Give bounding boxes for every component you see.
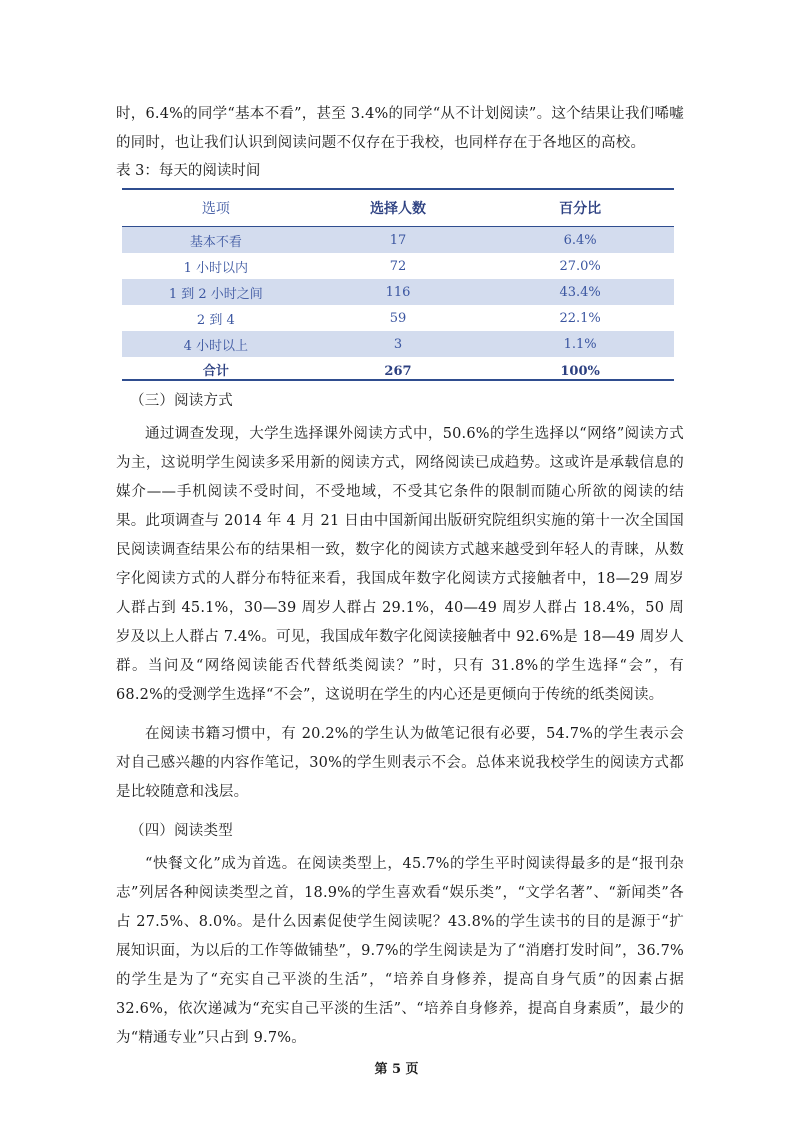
table-row (122, 279, 674, 305)
table-row (122, 305, 674, 331)
cell-percent: 27.0% (559, 258, 601, 274)
header-percent: 百分比 (486, 189, 674, 227)
total-percent: 100% (486, 357, 674, 380)
section-heading-reading-mode: （三）阅读方式 (130, 393, 233, 409)
page-content (116, 100, 684, 1053)
cell-option: 4 小时以上 (122, 331, 310, 357)
cell-percent: 1.1% (486, 331, 674, 357)
table-row (122, 253, 674, 279)
section-heading-reading-type: （四）阅读类型 (130, 823, 233, 839)
header-option: 选项 (122, 189, 310, 227)
cell-count: 3 (310, 331, 487, 357)
header-count: 选择人数 (310, 189, 487, 227)
paragraph: 通过调查发现，大学生选择课外阅读方式中，50.6%的学生选择以“网络”阅读方式为主，这说明学生阅读多采用新的阅读方式，网络阅读已成趋势。这或许是承载信息的媒介——手机阅读不受时间，不受地域，不受其它条件的限制而随心所欲的阅读的结果。此项调查与 2014 年 4 月 21 日由中国新闻出版研究院组织实施的第十一次全国国民阅读调查结果公布的结果相一致，数字化的阅读方式越来越受到年轻人的青睐，从数字化阅读方式的人群分布特征来看，我国成年数字化阅读方式接触者中，18—29 周岁人群占到 45.1%，30—39 周岁人群占 29.1%，40—49 周岁人群占 18.4%，50 周岁及以上人群占 7.4%。可见，我国成年数字化阅读接触者中 92.6%是 18—49 周岁人群。当问及“网络阅读能否代替纸类阅读？”时，只有 31.8%的学生选择“会”，有 68.2%的受测学生选择“不会”，这说明在学生的内心还是更倾向于传统的纸类阅读。 (116, 426, 684, 703)
table-row (122, 227, 674, 254)
cell-count: 17 (310, 227, 487, 254)
cell-percent: 43.4% (486, 279, 674, 305)
paragraph: 在阅读书籍习惯中，有 20.2%的学生认为做笔记很有必要，54.7%的学生表示会对自己感兴趣的内容作笔记，30%的学生则表示不会。总体来说我校学生的阅读方式都是比较随意和浅层。 (116, 726, 684, 800)
cell-count: 116 (310, 279, 487, 305)
reading-time-table (122, 188, 674, 381)
paragraph-continued: 时，6.4%的同学“基本不看”，甚至 3.4%的同学“从不计划阅读”。这个结果让我们唏嘘的同时，也让我们认识到阅读问题不仅存在于我校，也同样存在于各地区的高校。 (116, 106, 684, 151)
total-option: 合计 (122, 357, 310, 380)
table-caption: 表 3：每天的阅读时间 (116, 163, 261, 179)
table-row (122, 331, 674, 357)
cell-count: 59 (389, 310, 407, 326)
cell-option: 1 到 2 小时之间 (122, 279, 310, 305)
cell-option: 基本不看 (122, 227, 310, 254)
table-total-row (122, 357, 674, 380)
cell-count: 72 (389, 258, 407, 274)
cell-percent: 6.4% (486, 227, 674, 254)
paragraph: “快餐文化”成为首选。在阅读类型上，45.7%的学生平时阅读得最多的是“报刊杂志”列居各种阅读类型之首，18.9%的学生喜欢看“娱乐类”，“文学名著”、“新闻类”各占 27.5%、8.0%。是什么因素促使学生阅读呢？43.8%的学生读书的目的是源于“扩展知识面，为以后的工作等做铺垫”，9.7%的学生阅读是为了“消磨打发时间”，36.7% 的学生是为了“充实自己平淡的生活”，“培养自身修养，提高自身气质”的因素占据 32.6%，依次递减为“充实自己平淡的生活”、“培养自身修养，提高自身素质”，最少的为“精通专业”只占到 9.7%。 (116, 856, 684, 1046)
cell-percent: 22.1% (559, 310, 601, 326)
page-number: 第 5 页 (374, 1062, 419, 1077)
cell-option: 1 小时以内 (183, 260, 249, 276)
cell-option: 2 到 4 (196, 312, 235, 328)
total-count: 267 (310, 357, 487, 380)
table-header-row (122, 189, 674, 227)
